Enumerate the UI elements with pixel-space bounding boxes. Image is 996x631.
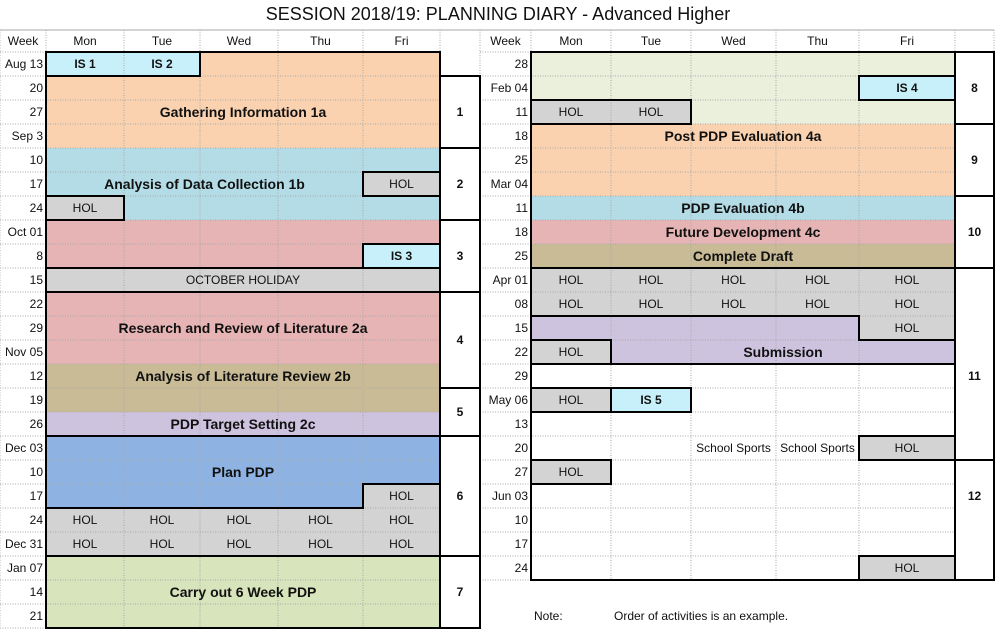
week-label: 12 — [29, 369, 43, 383]
week-number: 11 — [968, 369, 981, 383]
activity-label: Carry out 6 Week PDP — [169, 584, 317, 600]
week-number: 2 — [456, 177, 464, 191]
week-number: 4 — [456, 333, 464, 347]
week-label: Feb 04 — [490, 81, 528, 95]
week-label: 18 — [514, 225, 528, 239]
october-holiday-label: OCTOBER HOLIDAY — [185, 273, 301, 287]
hol-marker: HOL — [558, 297, 584, 311]
week-label: 26 — [29, 417, 43, 431]
header-day: Thu — [310, 34, 331, 48]
week-number: 5 — [456, 405, 464, 419]
activity-label: Post PDP Evaluation 4a — [664, 128, 822, 144]
week-label: Aug 13 — [4, 57, 43, 71]
week-number: 7 — [456, 585, 464, 599]
hol-marker: HOL — [389, 513, 414, 527]
week-label: 25 — [514, 153, 528, 167]
week-label: 20 — [514, 441, 528, 455]
activity-label: Complete Draft — [692, 248, 794, 264]
activity-label: PDP Target Setting 2c — [170, 416, 316, 432]
week-label: 24 — [29, 513, 43, 527]
week-label: 27 — [514, 465, 528, 479]
week-label: 17 — [514, 537, 528, 551]
hol-marker: HOL — [638, 297, 664, 311]
week-label: Sep 3 — [11, 129, 43, 143]
week-label: Dec 31 — [4, 537, 43, 551]
is-marker: IS 3 — [390, 249, 413, 263]
hol-marker: HOL — [72, 201, 98, 215]
week-label: 10 — [514, 513, 528, 527]
is-marker: IS 5 — [640, 393, 662, 407]
week-label: 25 — [514, 249, 528, 263]
week-number-box — [955, 460, 994, 580]
hol-marker: HOL — [389, 537, 414, 551]
band-orange — [200, 52, 440, 76]
hol-marker: HOL — [894, 297, 920, 311]
hol-marker: HOL — [638, 105, 664, 119]
activity-label: PDP Evaluation 4b — [681, 200, 805, 216]
header-day: Thu — [807, 34, 828, 48]
activity-label: Gathering Information 1a — [159, 104, 327, 120]
week-number: 10 — [967, 225, 982, 239]
week-label: Dec 03 — [4, 441, 43, 455]
hol-marker: HOL — [721, 297, 746, 311]
school-sports-marker: School Sports — [780, 441, 855, 455]
activity-label: Research and Review of Literature 2a — [118, 320, 368, 336]
week-label: 24 — [514, 561, 528, 575]
week-label: 22 — [29, 297, 43, 311]
week-label: Mar 04 — [490, 177, 528, 191]
header-day: Tue — [151, 34, 173, 48]
week-label: 19 — [29, 393, 43, 407]
header-day: Wed — [721, 34, 746, 48]
week-label: 14 — [29, 585, 43, 599]
activity-label: Future Development 4c — [665, 224, 821, 240]
hol-marker: HOL — [226, 537, 252, 551]
note-label: Note: — [534, 609, 563, 623]
hol-marker: HOL — [558, 345, 584, 359]
hol-marker: HOL — [72, 513, 98, 527]
is-marker: IS 4 — [896, 81, 918, 95]
hol-marker: HOL — [721, 273, 746, 287]
week-label: 29 — [514, 369, 528, 383]
week-label: 29 — [29, 321, 43, 335]
week-number: 8 — [971, 81, 978, 95]
week-label: 10 — [29, 153, 43, 167]
hol-marker: HOL — [558, 465, 584, 479]
week-label: 21 — [29, 609, 43, 623]
hol-marker: HOL — [149, 537, 175, 551]
week-label: 8 — [36, 249, 43, 263]
week-label: Nov 05 — [4, 345, 43, 359]
school-sports-marker: School Sports — [696, 441, 771, 455]
week-label: Jan 07 — [6, 561, 43, 575]
activity-label: Analysis of Data Collection 1b — [104, 176, 305, 192]
hol-marker: HOL — [638, 273, 664, 287]
header-day: Mon — [559, 34, 583, 48]
week-number: 3 — [456, 249, 464, 263]
header-week: Week — [490, 34, 521, 48]
week-label: 08 — [514, 297, 528, 311]
week-label: 10 — [29, 465, 43, 479]
week-label: 22 — [514, 345, 528, 359]
hol-marker: HOL — [389, 177, 414, 191]
note-text: Order of activities is an example. — [614, 609, 789, 623]
is-marker: IS 2 — [151, 57, 173, 71]
hol-marker: HOL — [805, 297, 830, 311]
hol-marker: HOL — [389, 489, 414, 503]
hol-marker: HOL — [558, 105, 584, 119]
week-label: Jun 03 — [491, 489, 528, 503]
week-label: May 06 — [488, 393, 528, 407]
hol-marker: HOL — [558, 273, 584, 287]
week-number: 1 — [456, 105, 464, 119]
page-title: SESSION 2018/19: PLANNING DIARY - Advanced Higher — [265, 4, 731, 24]
week-label: 11 — [515, 105, 528, 119]
is-marker: IS 1 — [74, 57, 96, 71]
hol-marker: HOL — [894, 321, 920, 335]
band-light-green — [691, 100, 955, 124]
activity-label: Analysis of Literature Review 2b — [135, 368, 351, 384]
hol-marker: HOL — [308, 513, 333, 527]
week-label: 13 — [514, 417, 528, 431]
week-label: 15 — [514, 321, 528, 335]
hol-marker: HOL — [558, 393, 584, 407]
week-number: 6 — [456, 489, 464, 503]
cell-is — [46, 52, 200, 76]
header-day: Mon — [73, 34, 97, 48]
header-day: Fri — [900, 34, 914, 48]
week-label: 17 — [29, 177, 43, 191]
header-day: Tue — [640, 34, 662, 48]
week-number: 9 — [971, 153, 978, 167]
week-number: 12 — [967, 489, 982, 503]
header-week: Week — [7, 34, 39, 48]
week-label: 15 — [29, 273, 43, 287]
hol-marker: HOL — [894, 273, 920, 287]
header-day: Wed — [226, 34, 252, 48]
hol-marker: HOL — [72, 537, 98, 551]
week-label: 27 — [29, 105, 43, 119]
hol-marker: HOL — [894, 441, 920, 455]
hol-marker: HOL — [805, 273, 830, 287]
week-label: 18 — [514, 129, 528, 143]
activity-label: Plan PDP — [211, 464, 275, 480]
hol-marker: HOL — [226, 513, 252, 527]
activity-label: Submission — [743, 344, 823, 360]
week-label: 11 — [515, 201, 528, 215]
week-number-box — [955, 268, 994, 460]
week-label: Oct 01 — [7, 225, 43, 239]
week-label: 24 — [29, 201, 43, 215]
header-day: Fri — [394, 34, 409, 48]
week-label: 20 — [29, 81, 43, 95]
hol-marker: HOL — [149, 513, 175, 527]
week-label: Apr 01 — [492, 273, 528, 287]
hol-marker: HOL — [308, 537, 333, 551]
week-label: 17 — [29, 489, 43, 503]
hol-marker: HOL — [894, 561, 920, 575]
week-label: 28 — [514, 57, 528, 71]
